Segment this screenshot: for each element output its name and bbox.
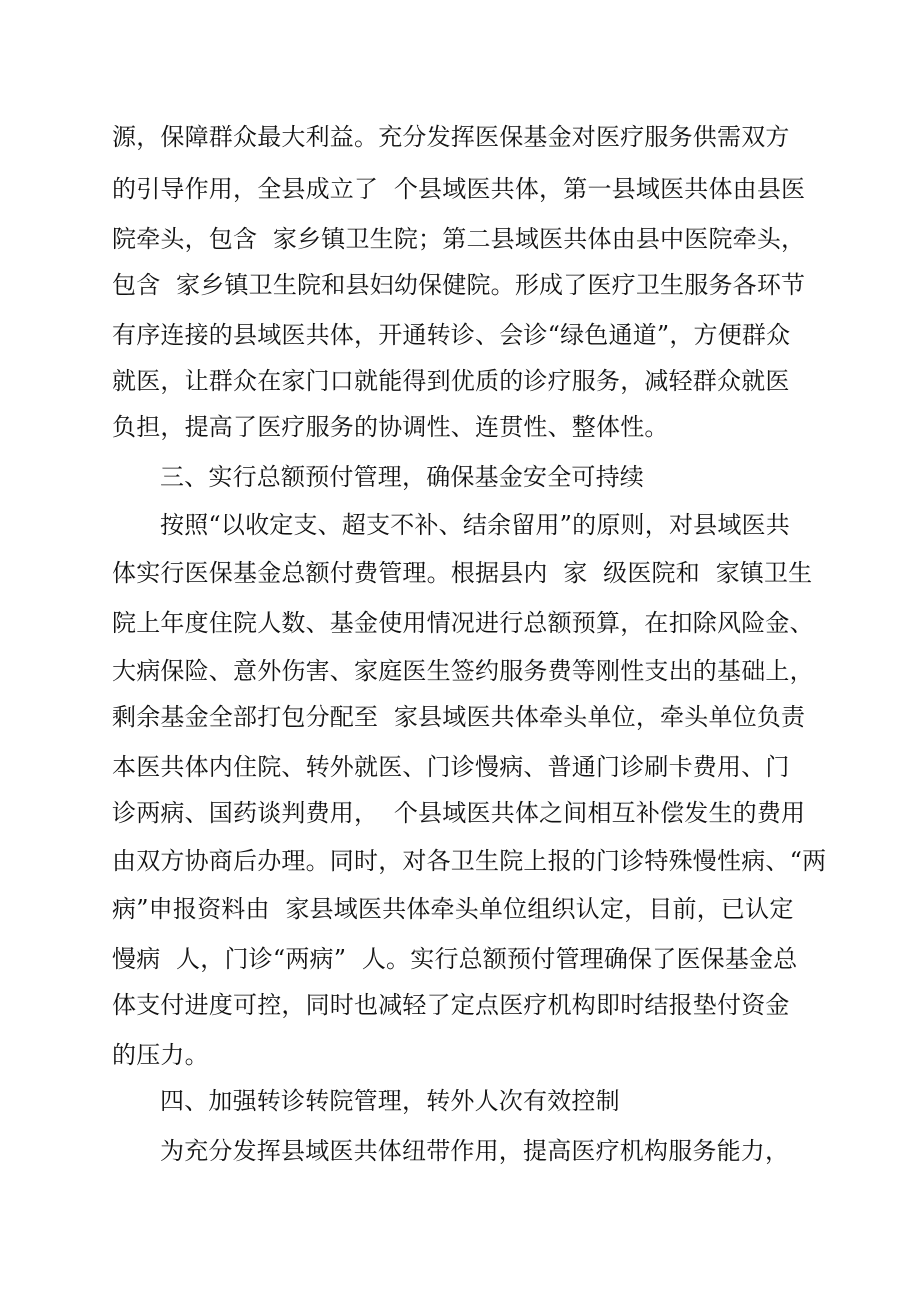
paragraph-line: 院上年度住院人数、基金使用情况进行总额预算，在扣除风险金、 bbox=[112, 609, 814, 637]
paragraph-line: 诊两病、国药谈判费用， 个县域医共体之间相互补偿发生的费用 bbox=[112, 799, 806, 827]
paragraph-line: 就医，让群众在家门口就能得到优质的诊疗服务，减轻群众就医 bbox=[112, 367, 790, 395]
paragraph-line: 的压力。 bbox=[112, 1041, 209, 1069]
section-heading: 三、实行总额预付管理，确保基金安全可持续 bbox=[160, 463, 644, 491]
paragraph-line: 包含 家乡镇卫生院和县妇幼保健院。形成了医疗卫生服务各环节 bbox=[112, 271, 806, 299]
paragraph-line: 大病保险、意外伤害、家庭医生签约服务费等刚性支出的基础上， bbox=[112, 657, 814, 685]
paragraph-line: 按照“以收定支、超支不补、结余留用”的原则，对县域医共 bbox=[160, 511, 790, 539]
paragraph-line: 剩余基金全部打包分配至 家县域医共体牵头单位，牵头单位负责 bbox=[112, 703, 806, 731]
paragraph-line: 为充分发挥县域医共体纽带作用，提高医疗机构服务能力， bbox=[160, 1137, 790, 1165]
paragraph-line: 负担，提高了医疗服务的协调性、连贯性、整体性。 bbox=[112, 413, 669, 441]
paragraph-line: 的引导作用，全县成立了 个县域医共体，第一县域医共体由县医 bbox=[112, 175, 806, 203]
paragraph-line: 院牵头，包含 家乡镇卫生院；第二县域医共体由县中医院牵头， bbox=[112, 225, 806, 253]
section-heading: 四、加强转诊转院管理，转外人次有效控制 bbox=[160, 1087, 620, 1115]
paragraph-line: 源，保障群众最大利益。充分发挥医保基金对医疗服务供需双方 bbox=[112, 123, 790, 151]
paragraph-line: 有序连接的县域医共体，开通转诊、会诊“绿色通道”，方便群众 bbox=[112, 321, 791, 349]
paragraph-line: 本医共体内住院、转外就医、门诊慢病、普通门诊刷卡费用、门 bbox=[112, 753, 790, 781]
paragraph-line: 病”申报资料由 家县域医共体牵头单位组织认定，目前，已认定 bbox=[112, 895, 794, 923]
paragraph-line: 慢病 人，门诊“两病” 人。实行总额预付管理确保了医保基金总 bbox=[112, 945, 798, 973]
paragraph-line: 体支付进度可控，同时也减轻了定点医疗机构即时结报垫付资金 bbox=[112, 991, 790, 1019]
paragraph-line: 由双方协商后办理。同时，对各卫生院上报的门诊特殊慢性病、“两 bbox=[112, 847, 827, 875]
paragraph-line: 体实行医保基金总额付费管理。根据县内 家 级医院和 家镇卫生 bbox=[112, 559, 813, 587]
